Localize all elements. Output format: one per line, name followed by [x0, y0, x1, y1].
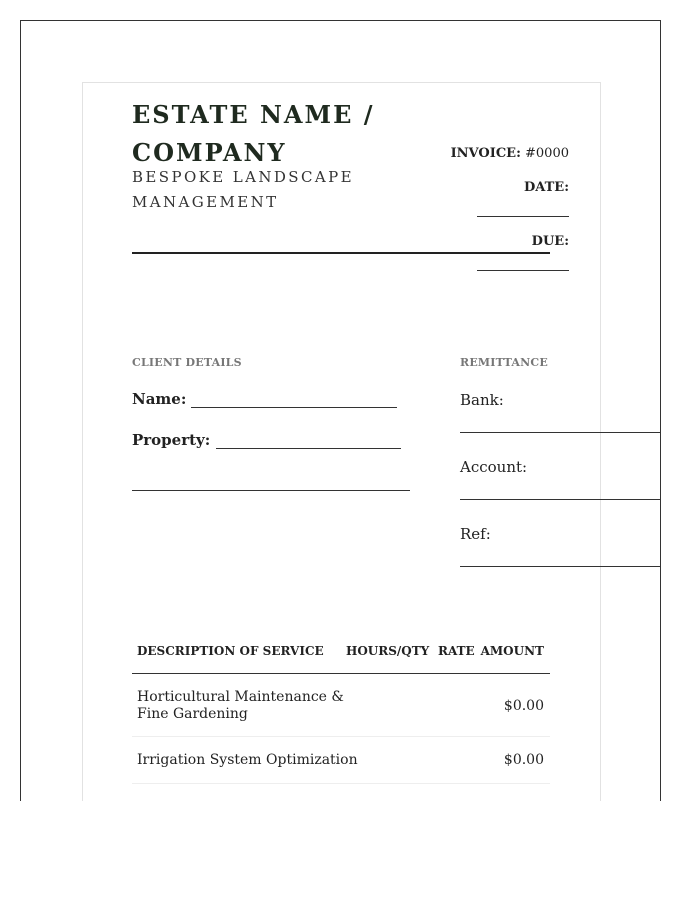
bank-field[interactable]	[460, 432, 661, 433]
account-label: Account:	[460, 458, 528, 476]
name-field[interactable]	[191, 407, 397, 408]
ref-label: Ref:	[460, 525, 491, 543]
table-header-rule	[132, 673, 550, 674]
property-field[interactable]	[216, 448, 401, 449]
bank-label: Bank:	[460, 391, 504, 409]
header-divider	[132, 252, 550, 254]
name-label: Name:	[132, 390, 187, 408]
column-header-rate: RATE	[438, 644, 475, 658]
due-label-text: DUE:	[531, 234, 569, 249]
invoice-label: INVOICE:	[450, 146, 521, 161]
column-header-amount: AMOUNT	[480, 644, 544, 658]
service-description: Irrigation System Optimization	[137, 752, 358, 768]
account-field[interactable]	[460, 499, 661, 500]
row-divider	[132, 783, 550, 784]
service-description-continued: Fine Gardening	[137, 706, 248, 722]
table-row	[137, 752, 358, 769]
invoice-number	[451, 146, 569, 161]
invoice-number-value: #0000	[525, 146, 569, 161]
due-field[interactable]	[477, 270, 569, 271]
page-frame	[20, 20, 661, 801]
date-field[interactable]	[477, 216, 569, 217]
table-row	[137, 689, 344, 723]
due-label	[532, 234, 569, 249]
date-label-text: DATE:	[523, 180, 569, 195]
address-field[interactable]	[132, 490, 410, 491]
ref-field[interactable]	[460, 566, 661, 567]
column-header-hours: HOURS/QTY	[346, 644, 430, 658]
client-details-label: CLIENT DETAILS	[132, 356, 242, 369]
company-name: ESTATE NAME / COMPANY	[132, 100, 375, 167]
service-amount: $0.00	[503, 752, 544, 768]
remittance-label: REMITTANCE	[460, 356, 548, 369]
service-amount: $0.00	[503, 698, 544, 714]
date-label	[524, 180, 569, 195]
row-divider	[132, 736, 550, 737]
property-label: Property:	[132, 431, 211, 449]
column-header-description: DESCRIPTION OF SERVICE	[137, 644, 324, 658]
service-description: Horticultural Maintenance &	[137, 689, 344, 705]
company-tagline: BESPOKE LANDSCAPE MANAGEMENT	[132, 168, 354, 211]
